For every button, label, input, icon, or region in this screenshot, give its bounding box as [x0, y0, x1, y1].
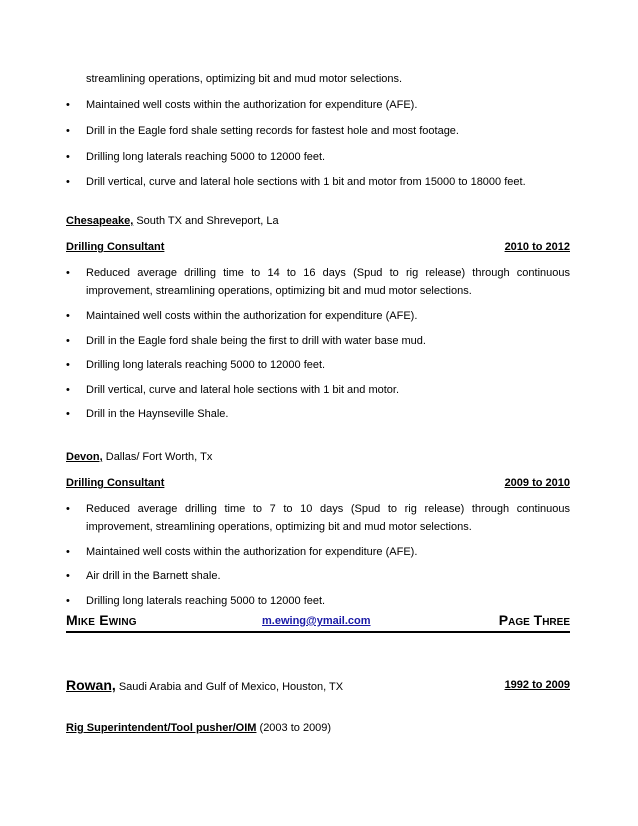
list-item: Drill vertical, curve and lateral hole sections with 1 bit and motor. [86, 384, 400, 396]
role-heading [66, 721, 331, 735]
list-item-continuation: improvement, streamlining operations, optimizing bit and mud motor selections. [86, 285, 472, 297]
bullet-glyph: • [66, 151, 70, 163]
job-dates: 2010 to 2012 [504, 241, 570, 253]
list-item: Drill in the Eagle ford shale setting records for fastest hole and most footage. [86, 125, 459, 137]
bullet-glyph: • [66, 595, 70, 607]
job-dates: 2009 to 2010 [504, 477, 570, 489]
bullet-glyph: • [66, 310, 70, 322]
list-item-continuation: improvement, streamlining operations, optimizing bit and mud motor selections. [86, 521, 472, 533]
list-item: Maintained well costs within the authorization for expenditure (AFE). [86, 99, 418, 111]
bullet-glyph: • [66, 384, 70, 396]
role-title: Rig Superintendent/Tool pusher/OIM [66, 722, 257, 734]
company-name: Devon, [66, 451, 103, 463]
list-item: Reduced average drilling time to 7 to 10 days (Spud to rig release) through continuous [86, 503, 570, 515]
intro-continuation: streamlining operations, optimizing bit and mud motor selections. [86, 73, 403, 85]
list-item: Drill in the Eagle ford shale being the first to drill with water base mud. [86, 335, 426, 347]
bullet-glyph: • [66, 408, 70, 420]
bullet-glyph: • [66, 267, 70, 279]
job-title: Drilling Consultant [66, 241, 165, 253]
company-name: Rowan, [66, 677, 116, 693]
list-item: Drilling long laterals reaching 5000 to 12000 feet. [86, 595, 326, 607]
email-link[interactable]: m.ewing@ymail.com [262, 615, 371, 627]
list-item: Drill in the Haynseville Shale. [86, 408, 229, 420]
job-dates: 1992 to 2009 [504, 679, 570, 691]
company-heading [66, 450, 212, 464]
company-heading [66, 214, 279, 228]
company-name: Chesapeake, [66, 215, 134, 227]
bullet-glyph: • [66, 503, 70, 515]
bullet-glyph: • [66, 546, 70, 558]
page-number-label: Page Three [498, 612, 570, 628]
bullet-glyph: • [66, 99, 70, 111]
list-item: Maintained well costs within the authorization for expenditure (AFE). [86, 310, 418, 322]
company-location: Dallas/ Fort Worth, Tx [105, 451, 213, 463]
list-item: Air drill in the Barnett shale. [86, 570, 221, 582]
header-divider [66, 631, 570, 633]
bullet-glyph: • [66, 359, 70, 371]
company-heading [66, 676, 343, 696]
list-item: Reduced average drilling time to 14 to 16 days (Spud to rig release) through continuous [86, 267, 570, 279]
role-dates: (2003 to 2009) [259, 722, 332, 734]
bullet-glyph: • [66, 335, 70, 347]
list-item: Drilling long laterals reaching 5000 to 12000 feet. [86, 151, 326, 163]
company-location: South TX and Shreveport, La [136, 215, 279, 227]
bullet-glyph: • [66, 176, 70, 188]
list-item: Maintained well costs within the authorization for expenditure (AFE). [86, 546, 418, 558]
list-item: Drill vertical, curve and lateral hole sections with 1 bit and motor from 15000 to 18000 feet. [86, 176, 526, 188]
job-title: Drilling Consultant [66, 477, 165, 489]
list-item: Drilling long laterals reaching 5000 to 12000 feet. [86, 359, 326, 371]
page-header-name: Mike Ewing [66, 612, 137, 628]
bullet-glyph: • [66, 570, 70, 582]
company-location: Saudi Arabia and Gulf of Mexico, Houston, TX [118, 681, 344, 693]
bullet-glyph: • [66, 125, 70, 137]
